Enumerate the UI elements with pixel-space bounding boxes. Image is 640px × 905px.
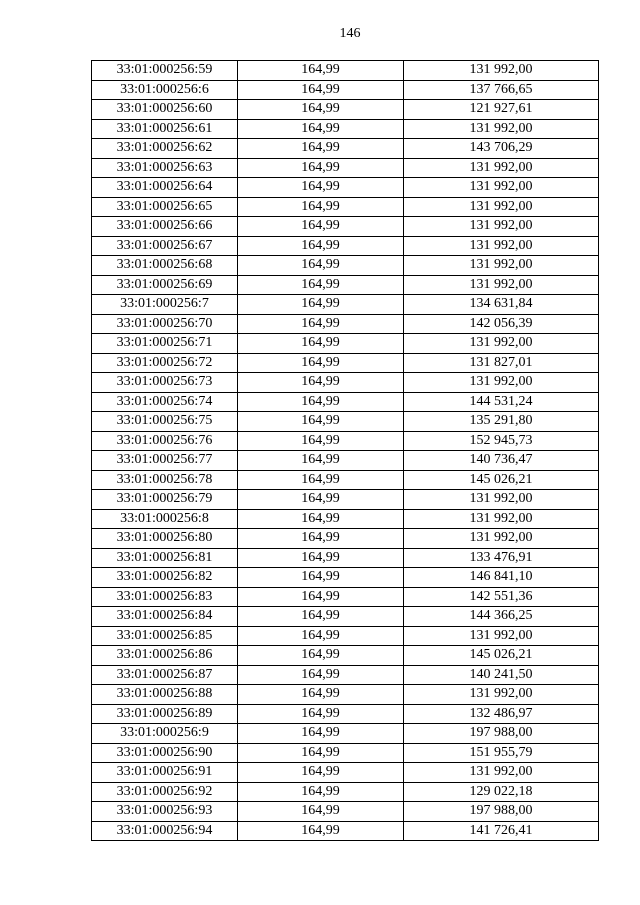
area-cell: 164,99 — [238, 509, 404, 529]
value-cell: 121 927,61 — [404, 100, 599, 120]
cadastral-number-cell: 33:01:000256:87 — [92, 665, 238, 685]
area-cell: 164,99 — [238, 587, 404, 607]
value-cell: 145 026,21 — [404, 646, 599, 666]
area-cell: 164,99 — [238, 217, 404, 237]
area-cell: 164,99 — [238, 763, 404, 783]
table-row — [92, 158, 599, 178]
cadastral-number-cell: 33:01:000256:64 — [92, 178, 238, 198]
area-cell: 164,99 — [238, 119, 404, 139]
area-cell: 164,99 — [238, 392, 404, 412]
value-cell: 152 945,73 — [404, 431, 599, 451]
table-row — [92, 334, 599, 354]
cadastral-number-cell: 33:01:000256:70 — [92, 314, 238, 334]
table-row — [92, 704, 599, 724]
value-cell: 131 992,00 — [404, 119, 599, 139]
table-row — [92, 373, 599, 393]
table-row — [92, 646, 599, 666]
value-cell: 144 531,24 — [404, 392, 599, 412]
table-row — [92, 763, 599, 783]
cadastral-number-cell: 33:01:000256:67 — [92, 236, 238, 256]
cadastral-number-cell: 33:01:000256:62 — [92, 139, 238, 159]
value-cell: 131 992,00 — [404, 197, 599, 217]
table-row — [92, 509, 599, 529]
table-row — [92, 392, 599, 412]
cadastral-number-cell: 33:01:000256:61 — [92, 119, 238, 139]
cadastral-number-cell: 33:01:000256:94 — [92, 821, 238, 841]
table-row — [92, 587, 599, 607]
cadastral-number-cell: 33:01:000256:73 — [92, 373, 238, 393]
value-cell: 135 291,80 — [404, 412, 599, 432]
area-cell: 164,99 — [238, 353, 404, 373]
area-cell: 164,99 — [238, 431, 404, 451]
area-cell: 164,99 — [238, 646, 404, 666]
area-cell: 164,99 — [238, 80, 404, 100]
table-row — [92, 61, 599, 81]
table-row — [92, 529, 599, 549]
table-row — [92, 568, 599, 588]
area-cell: 164,99 — [238, 568, 404, 588]
cadastral-number-cell: 33:01:000256:63 — [92, 158, 238, 178]
area-cell: 164,99 — [238, 704, 404, 724]
table-row — [92, 431, 599, 451]
value-cell: 131 992,00 — [404, 178, 599, 198]
cadastral-number-cell: 33:01:000256:8 — [92, 509, 238, 529]
area-cell: 164,99 — [238, 334, 404, 354]
value-cell: 131 992,00 — [404, 61, 599, 81]
cadastral-number-cell: 33:01:000256:77 — [92, 451, 238, 471]
cadastral-number-cell: 33:01:000256:79 — [92, 490, 238, 510]
area-cell: 164,99 — [238, 607, 404, 627]
value-cell: 131 992,00 — [404, 685, 599, 705]
table-row — [92, 197, 599, 217]
area-cell: 164,99 — [238, 685, 404, 705]
value-cell: 132 486,97 — [404, 704, 599, 724]
cadastral-number-cell: 33:01:000256:81 — [92, 548, 238, 568]
table-row — [92, 178, 599, 198]
cadastral-number-cell: 33:01:000256:6 — [92, 80, 238, 100]
value-cell: 197 988,00 — [404, 802, 599, 822]
cadastral-number-cell: 33:01:000256:80 — [92, 529, 238, 549]
cadastral-number-cell: 33:01:000256:86 — [92, 646, 238, 666]
area-cell: 164,99 — [238, 236, 404, 256]
cadastral-number-cell: 33:01:000256:76 — [92, 431, 238, 451]
value-cell: 133 476,91 — [404, 548, 599, 568]
value-cell: 131 992,00 — [404, 217, 599, 237]
table-row — [92, 236, 599, 256]
cadastral-number-cell: 33:01:000256:82 — [92, 568, 238, 588]
value-cell: 137 766,65 — [404, 80, 599, 100]
value-cell: 141 726,41 — [404, 821, 599, 841]
table-row — [92, 821, 599, 841]
area-cell: 164,99 — [238, 490, 404, 510]
table-row — [92, 470, 599, 490]
cadastral-number-cell: 33:01:000256:93 — [92, 802, 238, 822]
area-cell: 164,99 — [238, 373, 404, 393]
cadastral-number-cell: 33:01:000256:65 — [92, 197, 238, 217]
table-row — [92, 626, 599, 646]
cadastral-number-cell: 33:01:000256:68 — [92, 256, 238, 276]
value-cell: 131 992,00 — [404, 626, 599, 646]
value-cell: 146 841,10 — [404, 568, 599, 588]
table-row — [92, 412, 599, 432]
value-cell: 131 992,00 — [404, 256, 599, 276]
value-cell: 131 992,00 — [404, 490, 599, 510]
cadastral-number-cell: 33:01:000256:69 — [92, 275, 238, 295]
cadastral-number-cell: 33:01:000256:83 — [92, 587, 238, 607]
area-cell: 164,99 — [238, 451, 404, 471]
table-row — [92, 353, 599, 373]
area-cell: 164,99 — [238, 158, 404, 178]
value-cell: 134 631,84 — [404, 295, 599, 315]
table-row — [92, 314, 599, 334]
area-cell: 164,99 — [238, 100, 404, 120]
table-row — [92, 217, 599, 237]
cadastral-number-cell: 33:01:000256:89 — [92, 704, 238, 724]
area-cell: 164,99 — [238, 470, 404, 490]
value-cell: 131 992,00 — [404, 509, 599, 529]
value-cell: 143 706,29 — [404, 139, 599, 159]
area-cell: 164,99 — [238, 256, 404, 276]
value-cell: 131 992,00 — [404, 334, 599, 354]
table-row — [92, 548, 599, 568]
area-cell: 164,99 — [238, 197, 404, 217]
cadastral-number-cell: 33:01:000256:78 — [92, 470, 238, 490]
area-cell: 164,99 — [238, 802, 404, 822]
table-row — [92, 275, 599, 295]
area-cell: 164,99 — [238, 178, 404, 198]
table-row — [92, 743, 599, 763]
value-cell: 131 992,00 — [404, 763, 599, 783]
table-row — [92, 451, 599, 471]
table-row — [92, 80, 599, 100]
area-cell: 164,99 — [238, 665, 404, 685]
value-cell: 131 992,00 — [404, 275, 599, 295]
value-cell: 131 992,00 — [404, 529, 599, 549]
table-row — [92, 295, 599, 315]
table-row — [92, 665, 599, 685]
cadastral-number-cell: 33:01:000256:91 — [92, 763, 238, 783]
area-cell: 164,99 — [238, 782, 404, 802]
area-cell: 164,99 — [238, 412, 404, 432]
cadastral-table — [91, 60, 599, 841]
area-cell: 164,99 — [238, 821, 404, 841]
cadastral-number-cell: 33:01:000256:9 — [92, 724, 238, 744]
cadastral-number-cell: 33:01:000256:92 — [92, 782, 238, 802]
cadastral-number-cell: 33:01:000256:7 — [92, 295, 238, 315]
table-row — [92, 119, 599, 139]
area-cell: 164,99 — [238, 61, 404, 81]
value-cell: 142 551,36 — [404, 587, 599, 607]
cadastral-number-cell: 33:01:000256:88 — [92, 685, 238, 705]
cadastral-number-cell: 33:01:000256:74 — [92, 392, 238, 412]
cadastral-number-cell: 33:01:000256:85 — [92, 626, 238, 646]
area-cell: 164,99 — [238, 529, 404, 549]
value-cell: 142 056,39 — [404, 314, 599, 334]
cadastral-number-cell: 33:01:000256:60 — [92, 100, 238, 120]
cadastral-number-cell: 33:01:000256:75 — [92, 412, 238, 432]
table-row — [92, 802, 599, 822]
value-cell: 131 827,01 — [404, 353, 599, 373]
table-row — [92, 256, 599, 276]
area-cell: 164,99 — [238, 548, 404, 568]
table-body — [92, 61, 599, 841]
table-row — [92, 100, 599, 120]
value-cell: 129 022,18 — [404, 782, 599, 802]
area-cell: 164,99 — [238, 275, 404, 295]
value-cell: 131 992,00 — [404, 158, 599, 178]
table-row — [92, 724, 599, 744]
area-cell: 164,99 — [238, 743, 404, 763]
cadastral-number-cell: 33:01:000256:71 — [92, 334, 238, 354]
table-row — [92, 782, 599, 802]
cadastral-number-cell: 33:01:000256:66 — [92, 217, 238, 237]
value-cell: 140 736,47 — [404, 451, 599, 471]
area-cell: 164,99 — [238, 314, 404, 334]
area-cell: 164,99 — [238, 626, 404, 646]
value-cell: 131 992,00 — [404, 373, 599, 393]
value-cell: 151 955,79 — [404, 743, 599, 763]
area-cell: 164,99 — [238, 724, 404, 744]
cadastral-number-cell: 33:01:000256:59 — [92, 61, 238, 81]
page-number: 146 — [339, 26, 361, 41]
table-row — [92, 685, 599, 705]
value-cell: 145 026,21 — [404, 470, 599, 490]
value-cell: 140 241,50 — [404, 665, 599, 685]
table-row — [92, 139, 599, 159]
value-cell: 144 366,25 — [404, 607, 599, 627]
table-row — [92, 490, 599, 510]
area-cell: 164,99 — [238, 139, 404, 159]
cadastral-number-cell: 33:01:000256:90 — [92, 743, 238, 763]
cadastral-number-cell: 33:01:000256:84 — [92, 607, 238, 627]
cadastral-number-cell: 33:01:000256:72 — [92, 353, 238, 373]
value-cell: 131 992,00 — [404, 236, 599, 256]
value-cell: 197 988,00 — [404, 724, 599, 744]
area-cell: 164,99 — [238, 295, 404, 315]
table-row — [92, 607, 599, 627]
